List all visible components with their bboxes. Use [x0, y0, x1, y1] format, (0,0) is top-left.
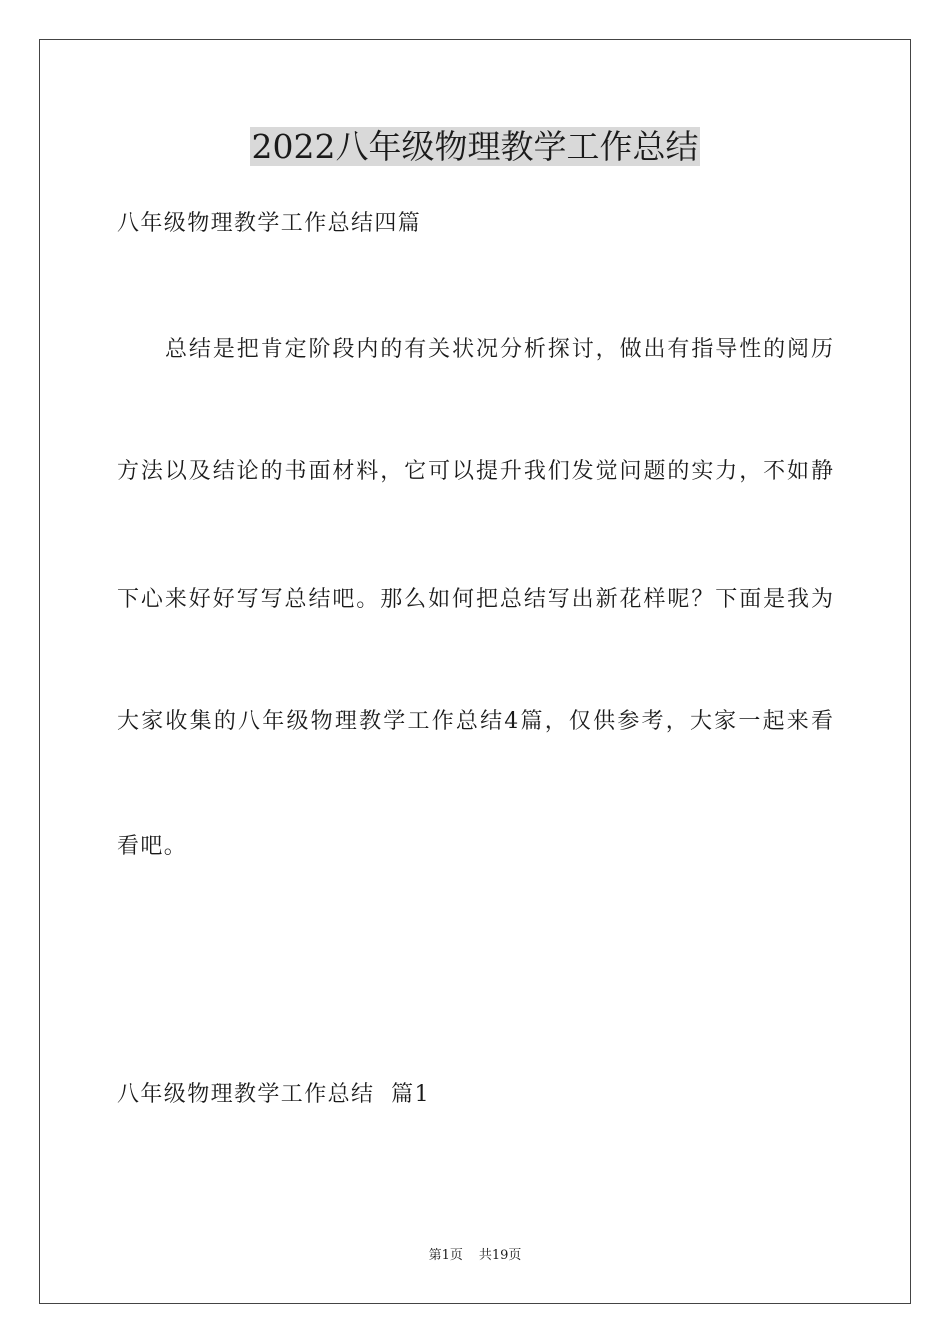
paragraph-line-4: 大家收集的八年级物理教学工作总结4篇，仅供参考，大家一起来看	[117, 709, 833, 734]
page-number-current: 第1页	[428, 1248, 463, 1263]
document-title-text: 2022八年级物理教学工作总结	[251, 127, 699, 166]
document-subtitle: 八年级物理教学工作总结四篇	[117, 211, 422, 236]
paragraph-line-2: 方法以及结论的书面材料，它可以提升我们发觉问题的实力，不如静	[117, 459, 833, 484]
page-number-total: 共19页	[478, 1248, 522, 1263]
page-footer	[0, 1247, 950, 1265]
document-title	[0, 125, 950, 169]
paragraph-line-1: 总结是把肯定阶段内的有关状况分析探讨，做出有指导性的阅历	[165, 337, 833, 362]
paragraph-line-3: 下心来好好写写总结吧。那么如何把总结写出新花样呢？下面是我为	[117, 587, 833, 612]
section-heading: 八年级物理教学工作总结 篇1	[117, 1082, 430, 1107]
paragraph-line-5: 看吧。	[117, 834, 188, 859]
